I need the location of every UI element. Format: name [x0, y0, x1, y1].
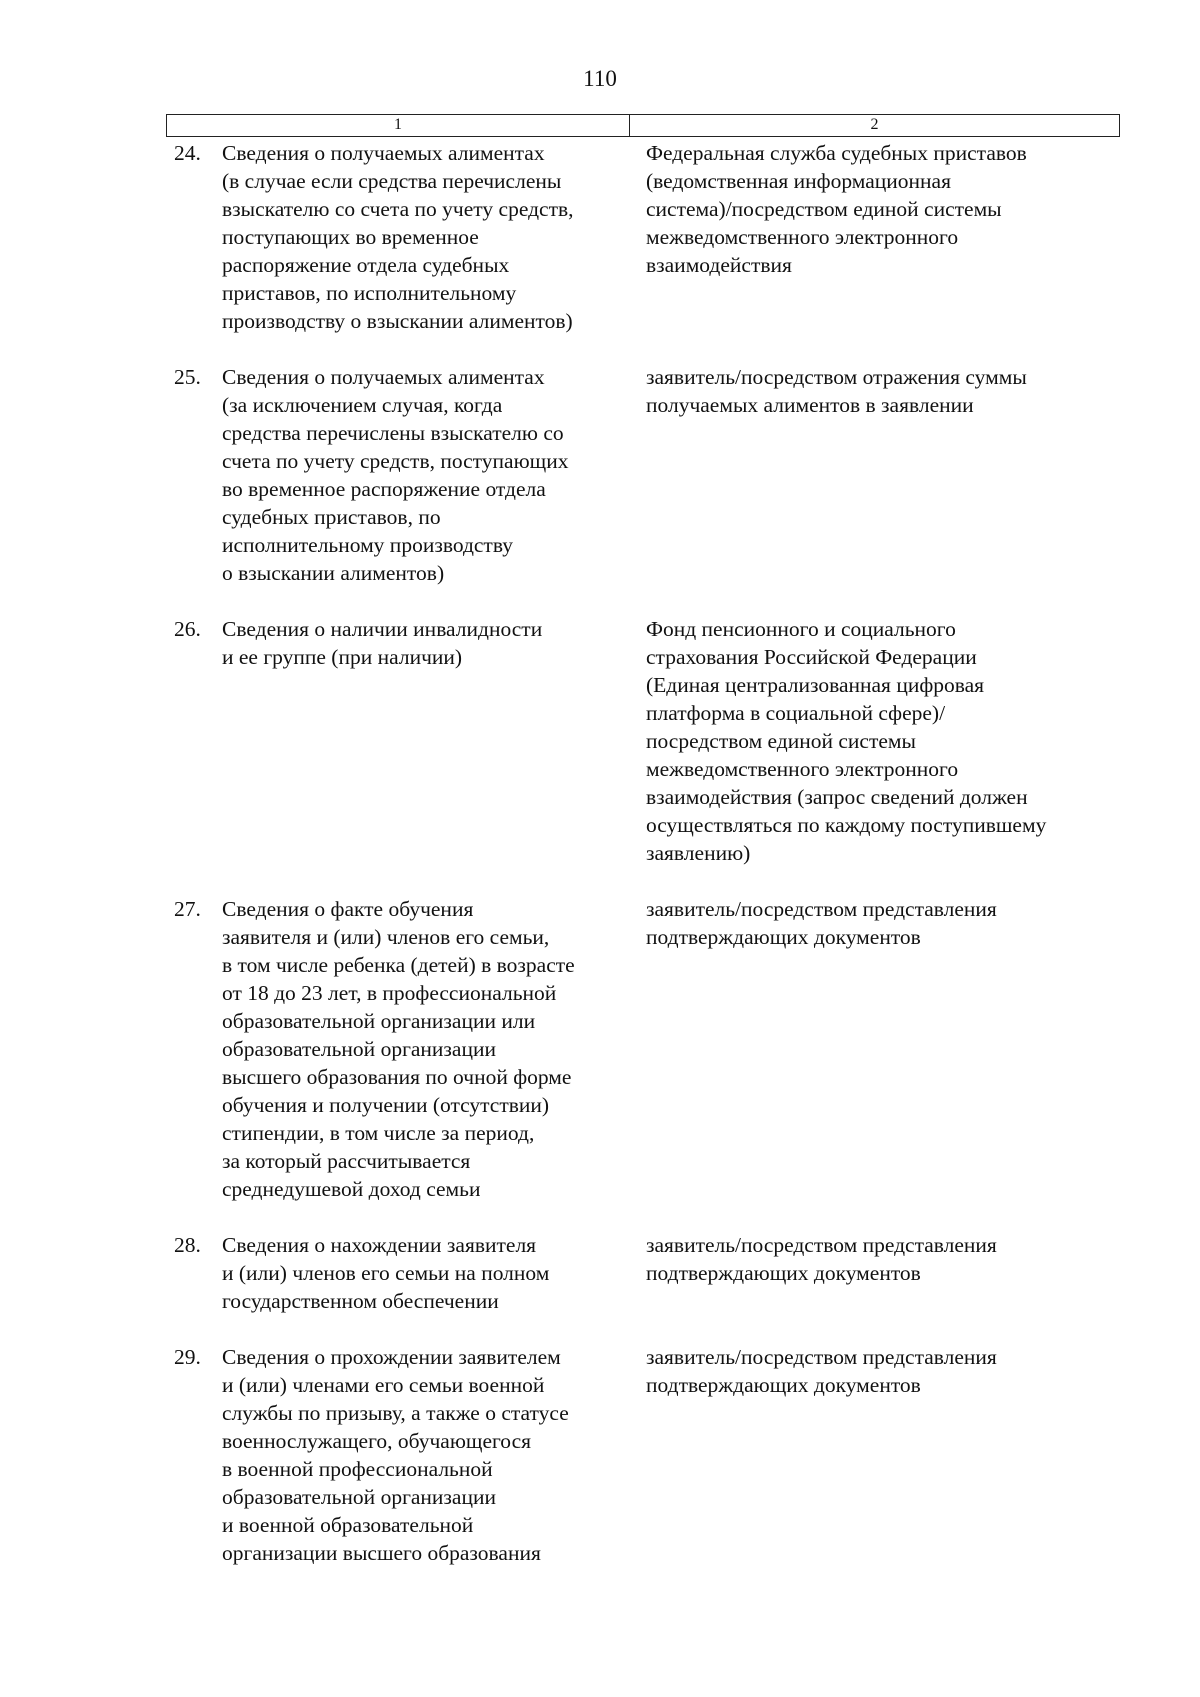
info-cell	[222, 139, 646, 335]
info-line: и (или) членов его семьи на полном	[222, 1261, 550, 1285]
source-line: заявитель/посредством представления	[646, 1345, 997, 1369]
info-line: высшего образования по очной форме	[222, 1065, 572, 1089]
info-line: средства перечислены взыскателю со	[222, 421, 564, 445]
table-row	[166, 139, 1120, 335]
source-line: подтверждающих документов	[646, 1261, 921, 1285]
row-number: 26.	[174, 617, 201, 641]
source-line: заявитель/посредством представления	[646, 1233, 997, 1257]
info-cell	[222, 615, 646, 867]
source-line: взаимодействия	[646, 253, 792, 277]
info-line: за который рассчитывается	[222, 1149, 471, 1173]
source-line: осуществляться по каждому поступившему	[646, 813, 1047, 837]
source-cell	[646, 615, 1120, 867]
info-line: стипендии, в том числе за период,	[222, 1121, 535, 1145]
source-line: получаемых алиментов в заявлении	[646, 393, 974, 417]
source-line: Фонд пенсионного и социального	[646, 617, 956, 641]
info-line: образовательной организации или	[222, 1009, 536, 1033]
source-cell	[646, 1343, 1120, 1567]
info-line: среднедушевой доход семьи	[222, 1177, 481, 1201]
source-line: заявитель/посредством представления	[646, 897, 997, 921]
table-row	[166, 895, 1120, 1203]
info-line: (за исключением случая, когда	[222, 393, 503, 417]
info-line: в военной профессиональной	[222, 1457, 493, 1481]
source-line: подтверждающих документов	[646, 1373, 921, 1397]
info-line: организации высшего образования	[222, 1541, 541, 1565]
info-line: военнослужащего, обучающегося	[222, 1429, 532, 1453]
info-cell	[222, 1231, 646, 1315]
info-line: заявителя и (или) членов его семьи,	[222, 925, 550, 949]
info-line: счета по учету средств, поступающих	[222, 449, 569, 473]
source-line: система)/посредством единой системы	[646, 197, 1002, 221]
info-line: (в случае если средства перечислены	[222, 169, 562, 193]
table-header-col-2: 2	[870, 116, 879, 133]
table-row	[166, 1343, 1120, 1567]
table-header-col-1: 1	[167, 115, 630, 136]
source-line: межведомственного электронного	[646, 757, 959, 781]
info-line: производству о взыскании алиментов)	[222, 309, 573, 333]
info-line: в том числе ребенка (детей) в возрасте	[222, 953, 575, 977]
source-line: межведомственного электронного	[646, 225, 959, 249]
info-line: службы по призыву, а также о статусе	[222, 1401, 569, 1425]
info-line: и (или) членами его семьи военной	[222, 1373, 545, 1397]
info-line: государственном обеспечении	[222, 1289, 499, 1313]
source-line: подтверждающих документов	[646, 925, 921, 949]
info-line: Сведения о наличии инвалидности	[222, 617, 543, 641]
source-cell	[646, 363, 1120, 587]
info-line: и ее группе (при наличии)	[222, 645, 463, 669]
source-line: посредством единой системы	[646, 729, 916, 753]
source-line: платформа в социальной сфере)/	[646, 701, 946, 725]
info-line: исполнительному производству	[222, 533, 513, 557]
info-line: от 18 до 23 лет, в профессиональной	[222, 981, 557, 1005]
source-line: заявлению)	[646, 841, 751, 865]
info-cell	[222, 363, 646, 587]
info-line: приставов, по исполнительному	[222, 281, 517, 305]
row-number: 25.	[174, 365, 201, 389]
info-line: Сведения о получаемых алиментах	[222, 365, 545, 389]
page-number: 110	[583, 66, 617, 91]
info-line: и военной образовательной	[222, 1513, 474, 1537]
row-number: 24.	[174, 141, 201, 165]
info-line: Сведения о факте обучения	[222, 897, 474, 921]
source-line: страхования Российской Федерации	[646, 645, 977, 669]
source-cell	[646, 1231, 1120, 1315]
info-line: Сведения о нахождении заявителя	[222, 1233, 537, 1257]
source-line: заявитель/посредством отражения суммы	[646, 365, 1027, 389]
info-line: образовательной организации	[222, 1037, 496, 1061]
info-line: Сведения о получаемых алиментах	[222, 141, 545, 165]
table-row	[166, 363, 1120, 587]
row-number: 27.	[174, 897, 201, 921]
source-cell	[646, 139, 1120, 335]
info-cell	[222, 1343, 646, 1567]
info-line: обучения и получении (отсутствии)	[222, 1093, 550, 1117]
info-line: Сведения о прохождении заявителем	[222, 1345, 561, 1369]
info-line: поступающих во временное	[222, 225, 479, 249]
info-line: взыскателю со счета по учету средств,	[222, 197, 574, 221]
table-header	[166, 114, 1120, 137]
info-line: о взыскании алиментов)	[222, 561, 445, 585]
source-cell	[646, 895, 1120, 1203]
info-line: во временное распоряжение отдела	[222, 477, 546, 501]
source-line: (Единая централизованная цифровая	[646, 673, 985, 697]
info-line: судебных приставов, по	[222, 505, 441, 529]
source-line: взаимодействия (запрос сведений должен	[646, 785, 1028, 809]
info-line: образовательной организации	[222, 1485, 496, 1509]
table-row	[166, 1231, 1120, 1315]
info-line: распоряжение отдела судебных	[222, 253, 510, 277]
table-body	[166, 139, 1120, 1595]
table-row	[166, 615, 1120, 867]
source-line: Федеральная служба судебных приставов	[646, 141, 1027, 165]
source-line: (ведомственная информационная	[646, 169, 951, 193]
row-number: 28.	[174, 1233, 201, 1257]
info-cell	[222, 895, 646, 1203]
row-number: 29.	[174, 1345, 201, 1369]
